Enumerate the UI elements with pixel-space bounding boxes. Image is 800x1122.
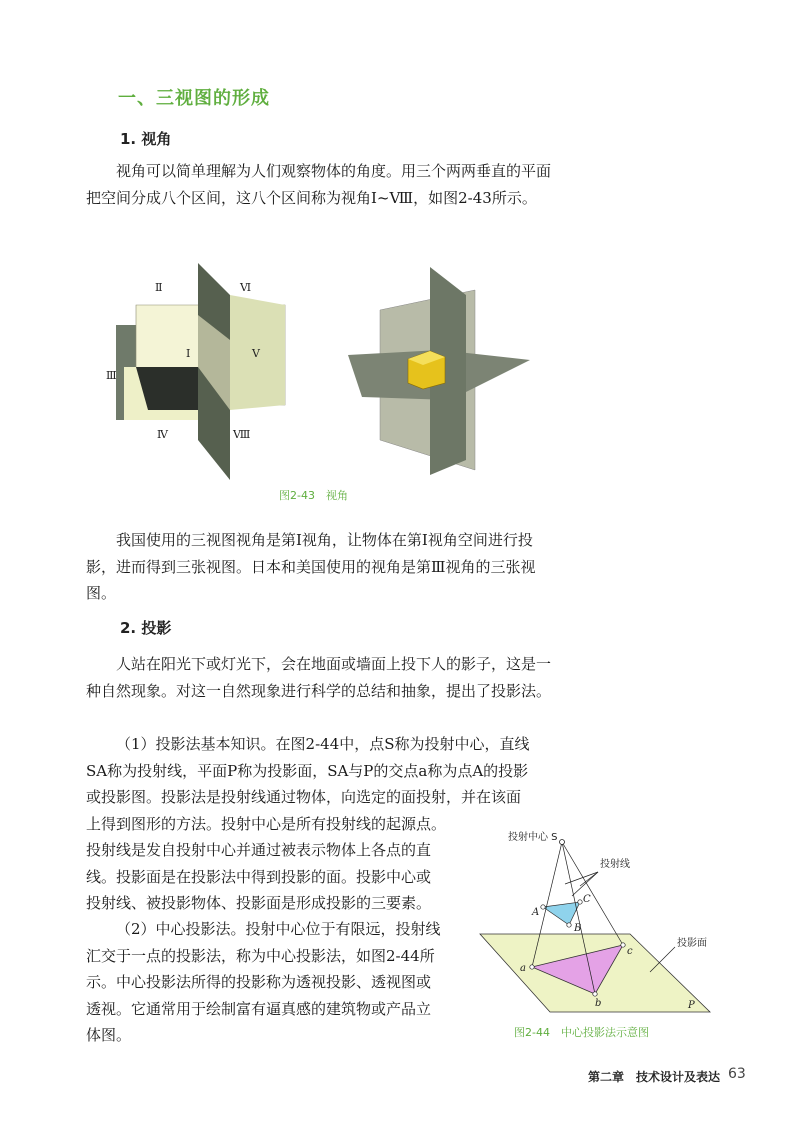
label-b: b <box>595 998 602 1009</box>
label-projection-plane: 投影面 <box>677 938 707 949</box>
point-S <box>560 840 565 845</box>
figure-2-44-caption: 图2-44 中心投影法示意图 <box>514 1026 649 1039</box>
figure-2-43-caption: 图2-43 视角 <box>279 489 348 502</box>
text-line: （2）中心投影法。投射中心位于有限远，投射线 <box>116 920 441 938</box>
figure-2-44 <box>470 822 720 1017</box>
text-line: SA称为投射线，平面P称为投影面，SA与P的交点a称为点A的投影 <box>86 761 529 780</box>
label-octant-VI: Ⅵ <box>240 281 252 294</box>
text-line: 体图。 <box>86 1026 132 1044</box>
ray-label-leader-2 <box>572 872 598 896</box>
label-octant-I: Ⅰ <box>186 347 191 360</box>
label-c: c <box>627 946 633 957</box>
section-title: 一、三视图的形成 <box>118 88 270 109</box>
label-octant-V: Ⅴ <box>252 347 260 360</box>
text-line: 或投影图。投影法是投射线通过物体，向选定的面投射，并在该面 <box>86 788 522 806</box>
object-triangle-ABC <box>543 902 580 925</box>
point-A <box>541 905 545 909</box>
paragraph-first-angle: 我国使用的三视图视角是第Ⅰ视角，让物体在第Ⅰ视角空间进行投影，进而得到三张视图。日本和美国使用的视角是第Ⅲ视角的三张视图。 <box>86 531 536 602</box>
point-c <box>621 943 625 947</box>
text-line: 投射线、被投影物体、投影面是形成投影的三要素。 <box>86 894 432 912</box>
footer-chapter: 第二章 技术设计及表达 <box>588 1070 721 1084</box>
figure-2-43-illustration <box>100 255 570 480</box>
label-octant-II: Ⅱ <box>155 281 163 294</box>
ray-Sc <box>562 842 623 945</box>
point-a <box>530 965 534 969</box>
page-number: 63 <box>728 1066 746 1082</box>
paragraph-projection-intro: 人站在阳光下或灯光下，会在地面或墙面上投下人的影子，这是一种自然现象。对这一自然现象进行科学的总结和抽象，提出了投影法。 <box>86 655 552 700</box>
text-line: （1）投影法基本知识。在图2-44中，点S称为投射中心，直线 <box>116 735 530 753</box>
label-octant-VIII: Ⅷ <box>233 428 251 441</box>
paragraph-central-projection <box>86 916 466 1049</box>
label-projection-center: 投射中心 S <box>508 832 558 843</box>
subsection-title-projection: 2. 投影 <box>120 619 172 637</box>
point-B <box>567 923 571 927</box>
point-C <box>578 900 582 904</box>
label-B: B <box>574 923 582 934</box>
label-A: A <box>532 907 540 918</box>
point-b <box>593 992 597 996</box>
label-projection-ray: 投射线 <box>600 859 630 870</box>
text-line: 示。中心投影法所得的投影称为透视投影、透视图或 <box>86 973 432 991</box>
object-in-octant-diagram <box>348 267 530 475</box>
label-a: a <box>520 963 526 974</box>
label-octant-IV: Ⅳ <box>157 428 168 441</box>
text-line: 汇交于一点的投影法，称为中心投影法，如图2-44所 <box>86 946 435 965</box>
text-line: 透视。它通常用于绘制富有逼真感的建筑物或产品立 <box>86 999 432 1018</box>
figure-2-44-illustration <box>470 822 720 1017</box>
text-line: 线。投影面是在投影法中得到投影的面。投影中心或 <box>86 867 432 886</box>
octant-diagram <box>106 263 285 480</box>
text-line: 上得到图形的方法。投射中心是所有投射线的起源点。 <box>86 814 447 833</box>
figure-2-43 <box>100 255 570 480</box>
label-C: C <box>583 894 591 905</box>
label-octant-III: Ⅲ <box>106 369 117 382</box>
ray-label-leader-3 <box>580 872 598 886</box>
label-P: P <box>688 1000 695 1011</box>
subsection-title-viewing-angle: 1. 视角 <box>120 130 172 148</box>
text-line: 投射线是发自投射中心并通过被表示物体上各点的直 <box>86 841 432 859</box>
paragraph-viewing-angle: 视角可以简单理解为人们观察物体的角度。用三个两两垂直的平面把空间分成八个区间，这八个区间称为视角Ⅰ~Ⅷ，如图2-43所示。 <box>86 162 552 207</box>
